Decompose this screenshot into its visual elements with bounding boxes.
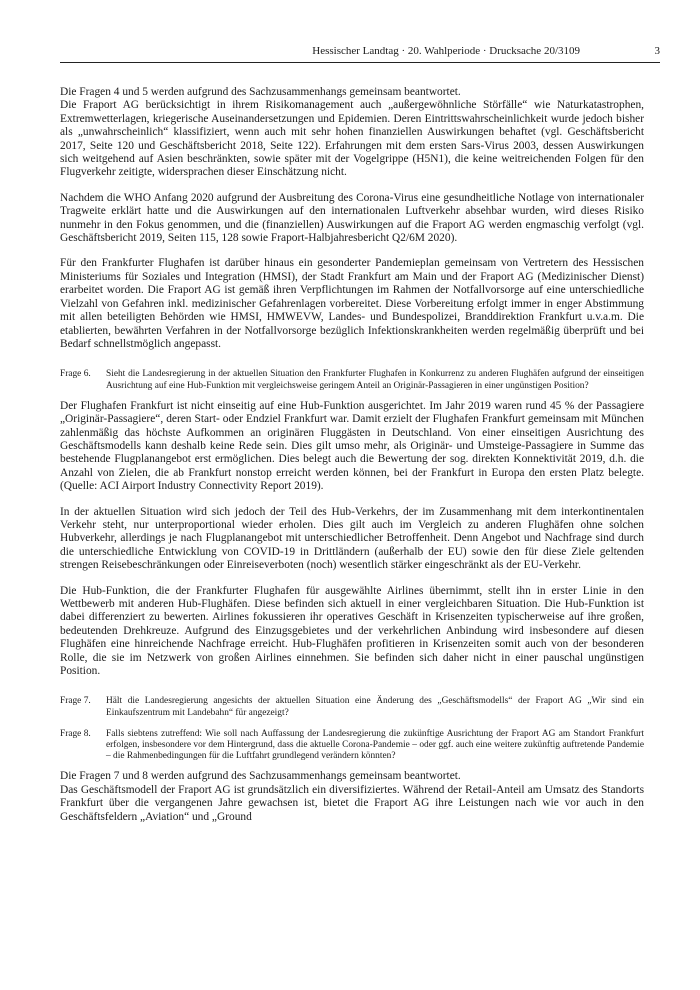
question-text: Hält die Landesregierung angesichts der aktuellen Situation eine Änderung des „Geschäftsmodells“ der Fraport AG „Wir sind ein Einkaufszentrum mit Landebahn“ für angezeigt? [106,696,644,718]
question-text: Sieht die Landesregierung in der aktuellen Situation den Frankfurter Flughafen in Konkurrenz zu anderen Flughäfen aufgrund der einseitigen Ausrichtung auf eine Hub-Funktion mit vergleichsweise geringem Anteil an Originär-Passagieren in einer ungünstigen Position? [106,369,644,391]
paragraph: Die Fragen 4 und 5 werden aufgrund des Sachzusammenhangs gemeinsam beantwortet. [60,86,461,98]
running-header [60,44,660,58]
paragraph: Die Hub-Funktion, die der Frankfurter Flughafen für ausgewählte Airlines übernimmt, stellt ihn in erster Linie in den Wettbewerb mit anderen Hub-Flughäfen. Diese befinden sich aktuell in einer vergleichbaren Situation. Die Hub-Funktion ist dabei differenziert zu bewerten. Airlines fokussieren ihr operatives Geschäft in Krisenzeiten typischerweise auf ihre großen, bedeutenden Drehkreuze. Aufgrund des Einzugsgebietes und der verkehrlichen Anbindung wird insbesondere auf diesen Flughäfen eine hinreichende Nachfrage erreicht. Hub-Flughäfen profitieren in Krisenzeiten somit auch von der besonderen Rolle, die sie im Netzwerk von großen Airlines einnehmen. Sie befinden sich daher nicht in einer pauschal ungünstigen Position. [60,584,644,678]
question-label: Frage 7. [60,696,91,707]
question-7 [60,696,644,718]
question-label: Frage 8. [60,728,91,739]
question-6 [60,369,644,391]
paragraph: In der aktuellen Situation wird sich jedoch der Teil des Hub-Verkehrs, der im Zusammenhang mit dem interkontinentalen Verkehr steht, nur unterproportional wieder erholen. Dies gilt auch im Vergleich zu anderen Flughäfen ohne solchen Hubverkehr, allerdings je nach Flugplanangebot mit unterschiedlicher Betroffenheit. Denn Angebot und Nachfrage sind durch die unterschiedliche Entwicklung von COVID-19 in Drittländern (außerhalb der EU) sowie den für diese Ziele geltenden strengen Reisebeschränkungen oder Einreiseverboten (noch) wesentlich stärker eingeschränkt als der EU-Verkehr. [60,505,644,572]
header-rule [60,62,660,63]
page-number: 3 [654,45,660,57]
header-title: Hessischer Landtag · 20. Wahlperiode · Drucksache 20/3109 [312,45,580,57]
paragraph: Für den Frankfurter Flughafen ist darüber hinaus ein gesonderter Pandemieplan gemeinsam von Vertretern des Hessischen Ministeriums für Soziales und Integration (HMSI), der Stadt Frankfurt am Main und der Fraport AG (Medizinischer Dienst) erarbeitet worden. Die Fraport AG ist gemäß ihren Verpflichtungen im Rahmen der Notfallvorsorge auf eine unterschiedliche Vielzahl von Gefahren inkl. medizinischer Gefahrenlagen vorbereitet. Diese Vorbereitung erfolgt immer in enger Abstimmung mit allen beteiligten Behörden wie HMSI, HMWEVW, Landes- und Bundespolizei, Branddirektion Frankfurt u.v.a.m. Die etablierten, bewährten Verfahren in der Notfallvorsorge bezüglich Infektionskrankheiten werden regelmäßig überprüft und bei Bedarf schnellstmöglich angepasst. [60,257,644,350]
document-body [60,86,644,824]
question-text: Falls siebtens zutreffend: Wie soll nach Auffassung der Landesregierung die zukünftige Ausrichtung der Fraport AG am Standort Frankfurt erfolgen, insbesondere vor dem Hintergrund, dass die aktuelle Corona-Pandemie – oder ggf. auch eine weitere zukünftig auftretende Pandemie – die Rahmenbedingungen für die Luftfahrt grundlegend verändern könnten? [106,728,644,762]
question-label: Frage 6. [60,369,91,380]
paragraph: Die Fraport AG berücksichtigt in ihrem Risikomanagement auch „außergewöhnliche Störfälle“ wie Naturkatastrophen, Extremwetterlagen, kriegerische Auseinandersetzungen und Epidemien. Deren Eintrittswahrscheinlichkeit wurde jedoch bisher als „unwahrscheinlich“ klassifiziert, wenn auch mit sehr hohen finanziellen Auswirkungen behaftet (vgl. Geschäftsbericht 2017, Seite 120 und Geschäftsbericht 2018, Seite 122). Erfahrungen mit dem ersten Sars-Virus 2003, dessen Auswirkungen sich weitgehend auf Asien beschränkten, sowie später mit der Vogelgrippe (H5N1), die keine weitreichenden Folgen für den Flugverkehr zeitigte, widersprachen dieser Einschätzung nicht. [60,99,644,179]
paragraph: Die Fragen 7 und 8 werden aufgrund des Sachzusammenhangs gemeinsam beantwortet. [60,770,461,783]
paragraph: Das Geschäftsmodell der Fraport AG ist grundsätzlich ein diversifiziertes. Während der Retail-Anteil am Umsatz des Standorts Frankfurt über die vergangenen Jahre gewachsen ist, bietet die Fraport AG ihre Leistungen nach wie vor auch in den Geschäftsfeldern „Aviation“ und „Ground [60,783,644,823]
question-8 [60,729,644,763]
paragraph: Nachdem die WHO Anfang 2020 aufgrund der Ausbreitung des Corona-Virus eine gesundheitliche Notlage von internationaler Tragweite erklärt hatte und die Auswirkungen auf den internationalen Luftverkehr absehbar wurden, wird dieses Risiko nunmehr in den Fokus genommen, und die (finanziellen) Auswirkungen auf die Fraport AG werden engmaschig verfolgt (vgl. Geschäftsbericht 2019, Seiten 115, 128 sowie Fraport-Halbjahresbericht Q2/6M 2020). [60,191,644,245]
paragraph: Der Flughafen Frankfurt ist nicht einseitig auf eine Hub-Funktion ausgerichtet. Im Jahr 2019 waren rund 45 % der Passagiere „Originär-Passagiere“, deren Start- oder Endziel Frankfurt war. Damit erzielt der Flughafen Frankfurt gemeinsam mit München zahlenmäßig das höchste Aufkommen an originären Fluggästen in Deutschland. Von einer einseitigen Ausrichtung des Geschäftsmodells kann deshalb keine Rede sein. Dies gilt umso mehr, als Originär- und Umsteige-Passagiere in Summe das bestehende Flugplanangebot erst ermöglichen. Dies belegt auch die Bewertung der sog. direkten Konnektivität 2019, d.h. die Anzahl von Zielen, die ab Frankfurt nonstop erreicht werden können, bei der Frankfurt in Europa den ersten Platz belegte. (Quelle: ACI Airport Industry Connectivity Report 2019). [60,399,644,493]
